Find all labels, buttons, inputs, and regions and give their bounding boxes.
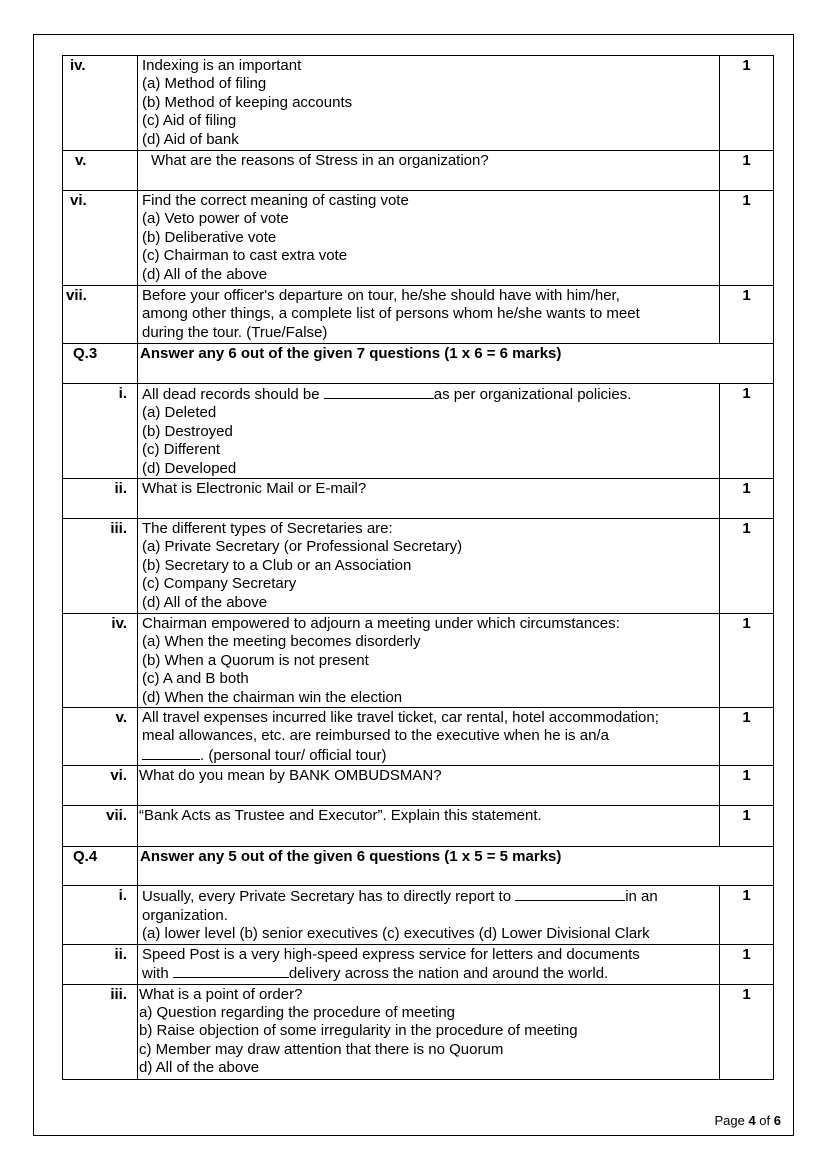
- answer-blank: [173, 964, 289, 978]
- question-number: iv.: [63, 614, 138, 708]
- question-number: iii.: [63, 519, 138, 614]
- question-number: iv.: [63, 56, 138, 151]
- page-footer: Page 4 of 6: [714, 1113, 781, 1128]
- table-row: [63, 886, 774, 944]
- question-number: v.: [63, 708, 138, 766]
- table-row: [63, 151, 774, 191]
- question-number: iii.: [63, 984, 138, 1079]
- question-text: Before your officer's departure on tour, he/she should have with him/her, among other things, a complete list of persons whom he/she wants to meet during the tour. (True/False): [138, 286, 720, 344]
- question-number: vi.: [63, 766, 138, 806]
- table-row: [63, 56, 774, 151]
- marks-cell: 1: [720, 886, 774, 944]
- question-number: vii.: [63, 286, 138, 344]
- table-row: [63, 519, 774, 614]
- table-row: [63, 614, 774, 708]
- section-number: Q.3: [63, 344, 138, 384]
- table-row: [63, 384, 774, 479]
- question-text: What do you mean by BANK OMBUDSMAN?: [138, 766, 720, 806]
- question-number: i.: [63, 886, 138, 944]
- question-number: ii.: [63, 479, 138, 519]
- question-number: i.: [63, 384, 138, 479]
- marks-cell: 1: [720, 984, 774, 1079]
- marks-cell: 1: [720, 479, 774, 519]
- section-header-row: [63, 847, 774, 886]
- question-text: Indexing is an important (a) Method of filing (b) Method of keeping accounts (c) Aid of filing (d) Aid of bank: [138, 56, 720, 151]
- marks-cell: 1: [720, 806, 774, 847]
- table-row: [63, 944, 774, 984]
- marks-cell: 1: [720, 56, 774, 151]
- marks-cell: 1: [720, 286, 774, 344]
- table-row: [63, 191, 774, 286]
- marks-cell: 1: [720, 614, 774, 708]
- answer-blank: [142, 746, 200, 760]
- table-row: [63, 984, 774, 1079]
- marks-cell: 1: [720, 708, 774, 766]
- question-text: Usually, every Private Secretary has to directly report to in an organization. (a) lower level (b) senior executives (c) executives (d) Lower Divisional Clark: [138, 886, 720, 944]
- question-table: [62, 55, 774, 1080]
- question-text: What is Electronic Mail or E-mail?: [138, 479, 720, 519]
- table-row: [63, 766, 774, 806]
- marks-cell: 1: [720, 191, 774, 286]
- marks-cell: 1: [720, 944, 774, 984]
- table-row: [63, 479, 774, 519]
- section-header-row: [63, 344, 774, 384]
- answer-blank: [324, 385, 434, 399]
- question-number: v.: [63, 151, 138, 191]
- section-number: Q.4: [63, 847, 138, 886]
- question-text: Speed Post is a very high-speed express service for letters and documents with delivery across the nation and around the world.: [138, 944, 720, 984]
- table-row: [63, 708, 774, 766]
- answer-blank: [515, 887, 625, 901]
- marks-cell: 1: [720, 151, 774, 191]
- question-text: “Bank Acts as Trustee and Executor”. Explain this statement.: [138, 806, 720, 847]
- marks-cell: 1: [720, 519, 774, 614]
- question-number: ii.: [63, 944, 138, 984]
- marks-cell: 1: [720, 384, 774, 479]
- question-text: All travel expenses incurred like travel ticket, car rental, hotel accommodation; meal allowances, etc. are reimbursed to the executive when he is an/a . (personal tour/ official tour): [138, 708, 720, 766]
- table-row: [63, 806, 774, 847]
- marks-cell: 1: [720, 766, 774, 806]
- question-text: What is a point of order? a) Question regarding the procedure of meeting b) Raise objection of some irregularity in the procedure of meeting c) Member may draw attention that there is no Quorum d) All of the above: [138, 984, 720, 1079]
- question-number: vii.: [63, 806, 138, 847]
- question-text: All dead records should be as per organizational policies. (a) Deleted (b) Destroyed (c) Different (d) Developed: [138, 384, 720, 479]
- question-text: What are the reasons of Stress in an organization?: [138, 151, 720, 191]
- question-text: Chairman empowered to adjourn a meeting under which circumstances: (a) When the meeting becomes disorderly (b) When a Quorum is not present (c) A and B both (d) When the chairman win the election: [138, 614, 720, 708]
- question-text: The different types of Secretaries are: (a) Private Secretary (or Professional Secretary) (b) Secretary to a Club or an Association (c) Company Secretary (d) All of the above: [138, 519, 720, 614]
- table-row: [63, 286, 774, 344]
- section-heading: Answer any 6 out of the given 7 questions (1 x 6 = 6 marks): [138, 344, 774, 384]
- section-heading: Answer any 5 out of the given 6 questions (1 x 5 = 5 marks): [138, 847, 774, 886]
- question-number: vi.: [63, 191, 138, 286]
- question-text: Find the correct meaning of casting vote (a) Veto power of vote (b) Deliberative vote (c) Chairman to cast extra vote (d) All of the above: [138, 191, 720, 286]
